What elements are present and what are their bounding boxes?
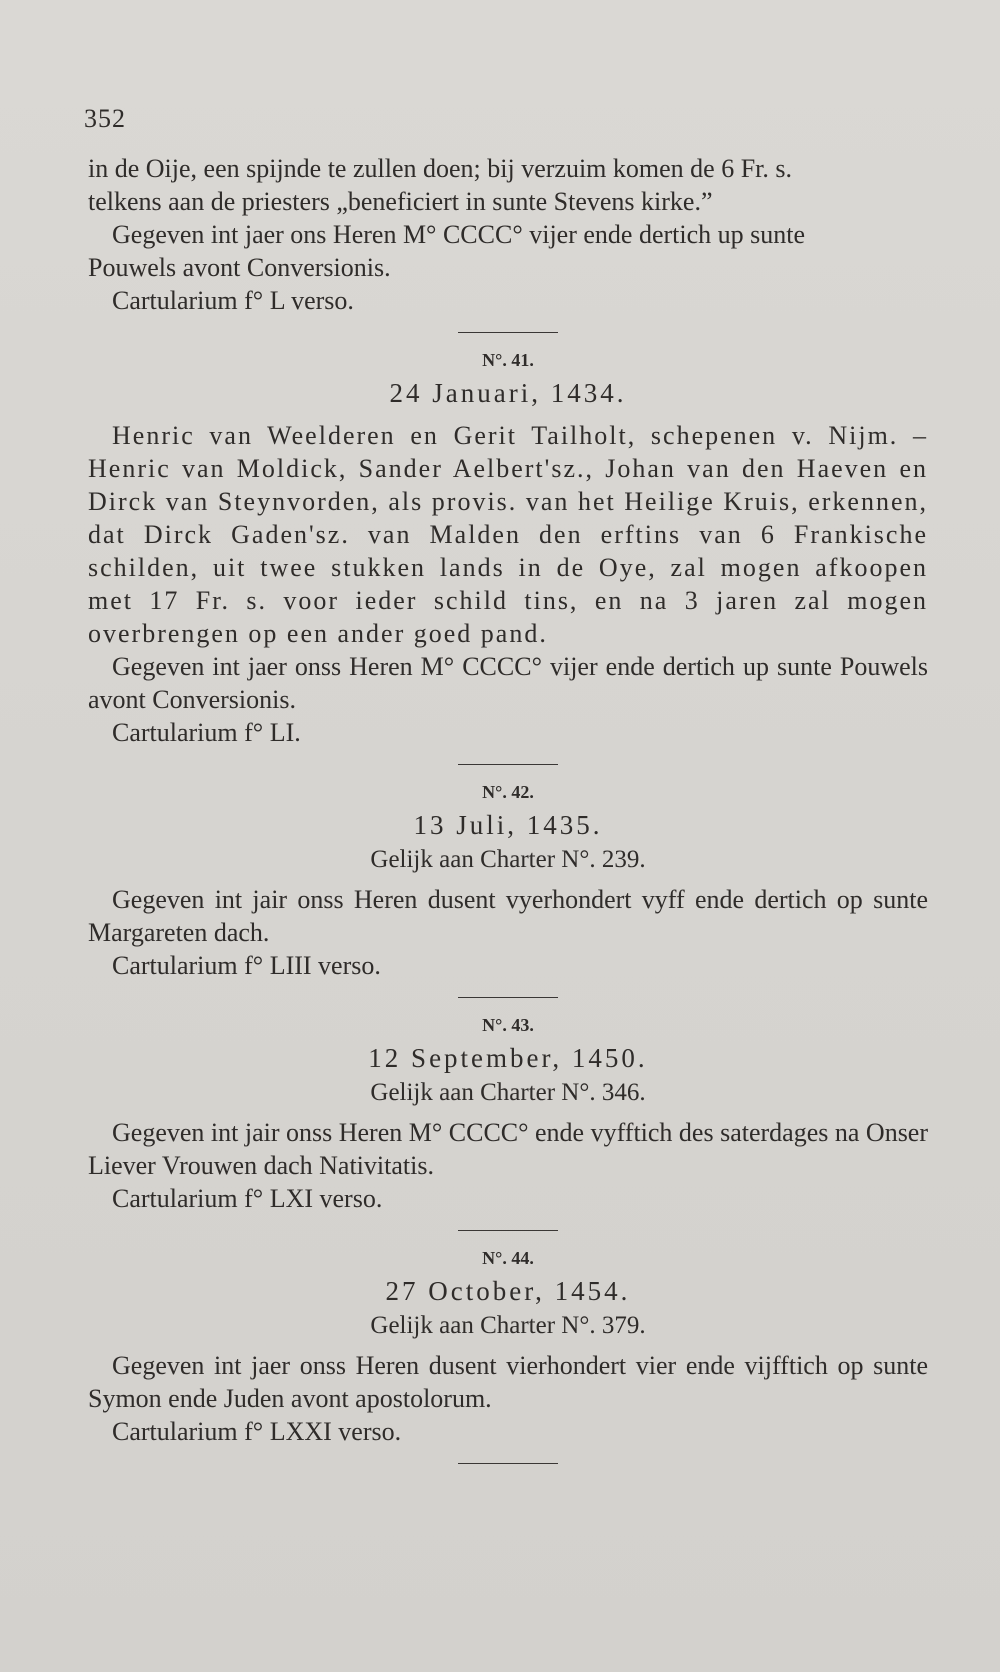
section-divider [458, 764, 558, 765]
entry-number: N°. 41. [482, 350, 534, 370]
entry-number: N°. 43. [482, 1015, 534, 1035]
entry-date: 24 Januari, 1434. [389, 378, 627, 408]
entry-cartularium: Cartularium f° LXI verso. [112, 1184, 383, 1213]
entry-reference: Gelijk aan Charter N°. 346. [370, 1079, 646, 1106]
entry-41 [88, 345, 928, 749]
entry-date: 27 October, 1454. [385, 1276, 631, 1306]
entry-44 [88, 1243, 928, 1448]
entry-cartularium: Cartularium f° LIII verso. [112, 951, 381, 980]
entry-43 [88, 1010, 928, 1215]
entry-summary: Henric van Weelderen en Gerit Tailholt, schepenen v. Nijm. – Henric van Moldick, Sander Aelbert'sz., Johan van den Haeven en Dirck van Steynvorden, als provis. van het Heilige Kruis, erkennen, dat Dirck Gaden'sz. van Malden den erftins van 6 Frankische schilden, uit twee stukken lands in de Oye, zal mogen afkoopen met 17 Fr. s. voor ieder schild tins, en na 3 jaren zal mogen overbrengen op een ander goed pand. [88, 421, 928, 648]
section-divider [458, 1230, 558, 1231]
entry-given-text: Gegeven int jair onss Heren dusent vyerhondert vyff ende dertich op sunte Margareten dach. [88, 885, 928, 947]
entry-date: 13 Juli, 1435. [413, 810, 603, 840]
section-divider [458, 1463, 558, 1464]
entry-number: N°. 44. [482, 1248, 534, 1268]
intro-line-2: telkens aan de priesters „beneficiert in sunte Stevens kirke.” [88, 187, 713, 216]
page-content [88, 152, 928, 1476]
entry-cartularium: Cartularium f° LI. [112, 718, 301, 747]
entry-cartularium: Cartularium f° LXXI verso. [112, 1417, 402, 1446]
entry-given-text: Gegeven int jaer onss Heren M° CCCC° vijer ende dertich up sunte Pouwels avont Conversionis. [88, 652, 928, 714]
entry-reference: Gelijk aan Charter N°. 379. [370, 1312, 646, 1339]
page-number: 352 [84, 104, 126, 133]
intro-section [88, 152, 928, 317]
section-divider [458, 332, 558, 333]
intro-line-1: in de Oije, een spijnde te zullen doen; bij verzuim komen de 6 Fr. s. [88, 154, 793, 183]
intro-line-3: Gegeven int jaer ons Heren M° CCCC° vijer ende dertich up sunte [112, 220, 806, 249]
intro-line-5: Cartularium f° L verso. [112, 286, 354, 315]
entry-42 [88, 777, 928, 982]
entry-number: N°. 42. [482, 782, 534, 802]
entry-given-text: Gegeven int jaer onss Heren dusent vierhondert vier ende vijfftich op sunte Symon ende Juden avont apostolorum. [88, 1351, 928, 1413]
section-divider [458, 997, 558, 998]
entry-date: 12 September, 1450. [368, 1043, 648, 1073]
entry-reference: Gelijk aan Charter N°. 239. [370, 846, 646, 873]
intro-line-4: Pouwels avont Conversionis. [88, 253, 391, 282]
entry-given-text: Gegeven int jair onss Heren M° CCCC° ende vyfftich des saterdages na Onser Liever Vrouwen dach Nativitatis. [88, 1118, 929, 1180]
